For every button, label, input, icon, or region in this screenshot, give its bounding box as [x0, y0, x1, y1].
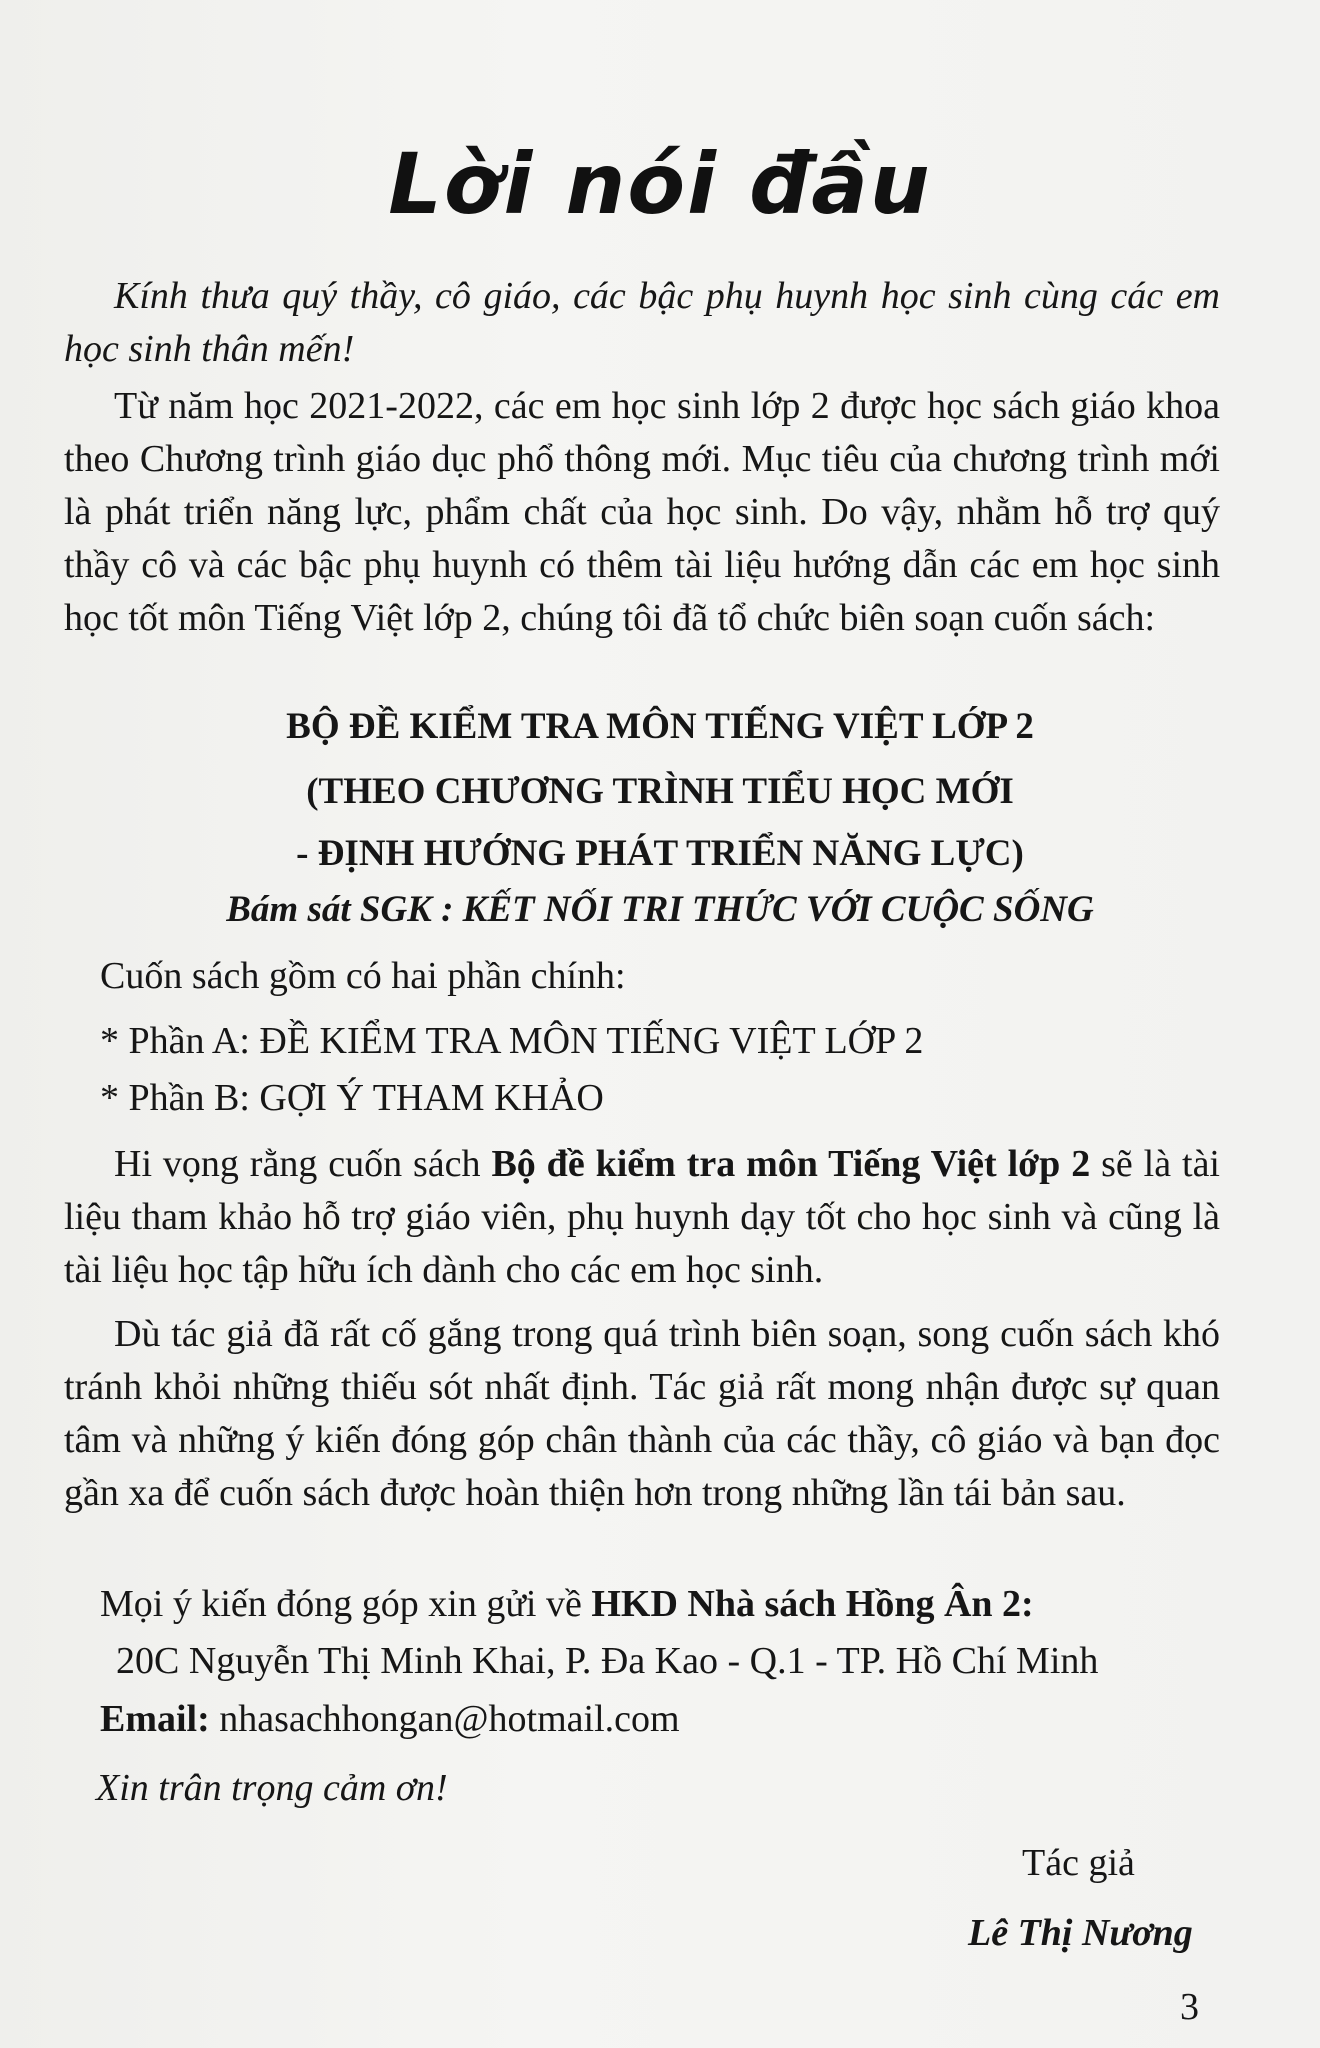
book-title-line-2: (THEO CHƯƠNG TRÌNH TIỂU HỌC MỚI	[306, 771, 1014, 812]
intro-paragraph: Từ năm học 2021-2022, các em học sinh lớp 2 được học sách giáo khoa theo Chương trình giáo dục phổ thông mới. Mục tiêu của chương trình mới là phát triển năng lực, phẩm chất của học sinh. Do vậy, nhằm hỗ trợ quý thầy cô và các bậc phụ huynh có thêm tài liệu hướng dẫn các em học sinh học tốt môn Tiếng Việt lớp 2, chúng tôi đã tổ chức biên soạn cuốn sách:	[64, 385, 1220, 639]
publisher-name: HKD Nhà sách Hồng Ân 2:	[591, 1583, 1034, 1625]
book-title-line-1: BỘ ĐỀ KIỂM TRA MÔN TIẾNG VIỆT LỚP 2	[286, 706, 1034, 747]
book-title-line-3: - ĐỊNH HƯỚNG PHÁT TRIỂN NĂNG LỰC)	[296, 833, 1024, 874]
page-title: Lời nói đầu	[388, 135, 932, 233]
address-line: 20C Nguyễn Thị Minh Khai, P. Đa Kao - Q.1 - TP. Hồ Chí Minh	[116, 1640, 1099, 1682]
hope-book-name: Bộ đề kiểm tra môn Tiếng Việt lớp 2	[491, 1143, 1091, 1185]
hope-prefix: Hi vọng rằng cuốn sách	[114, 1143, 492, 1185]
email-line	[100, 1693, 680, 1746]
hope-suffix: sẽ là tài liệu tham khảo hỗ trợ giáo viên, phụ huynh dạy tốt cho học sinh và cũng là tài liệu học tập hữu ích dành cho các em học sinh.	[64, 1143, 1220, 1291]
contents-intro: Cuốn sách gồm có hai phần chính:	[100, 955, 626, 997]
feedback-line	[100, 1578, 1034, 1631]
email-label: Email:	[100, 1698, 210, 1740]
apology-paragraph: Dù tác giả đã rất cố gắng trong quá trình biên soạn, song cuốn sách khó tránh khỏi những thiếu sót nhất định. Tác giả rất mong nhận được sự quan tâm và những ý kiến đóng góp chân thành của các thầy, cô giáo và bạn đọc gần xa để cuốn sách được hoàn thiện hơn trong những lần tái bản sau.	[64, 1313, 1220, 1514]
feedback-prefix: Mọi ý kiến đóng góp xin gửi về	[100, 1583, 592, 1625]
contents-part-b: * Phần B: GỢI Ý THAM KHẢO	[100, 1077, 604, 1119]
contents-part-a: * Phần A: ĐỀ KIỂM TRA MÔN TIẾNG VIỆT LỚP 2	[100, 1020, 924, 1062]
thanks-line: Xin trân trọng cảm ơn!	[96, 1767, 448, 1809]
greeting-paragraph: Kính thưa quý thầy, cô giáo, các bậc phụ huynh học sinh cùng các em học sinh thân mến!	[64, 275, 1220, 370]
page-number: 3	[1180, 1986, 1199, 2028]
email-value: nhasachhongan@hotmail.com	[209, 1698, 680, 1740]
hope-paragraph	[64, 1138, 1220, 1297]
author-name: Lê Thị Nương	[968, 1912, 1193, 1954]
book-title-line-4: Bám sát SGK : KẾT NỐI TRI THỨC VỚI CUỘC SỐNG	[226, 889, 1094, 930]
author-label: Tác giả	[1022, 1842, 1135, 1884]
